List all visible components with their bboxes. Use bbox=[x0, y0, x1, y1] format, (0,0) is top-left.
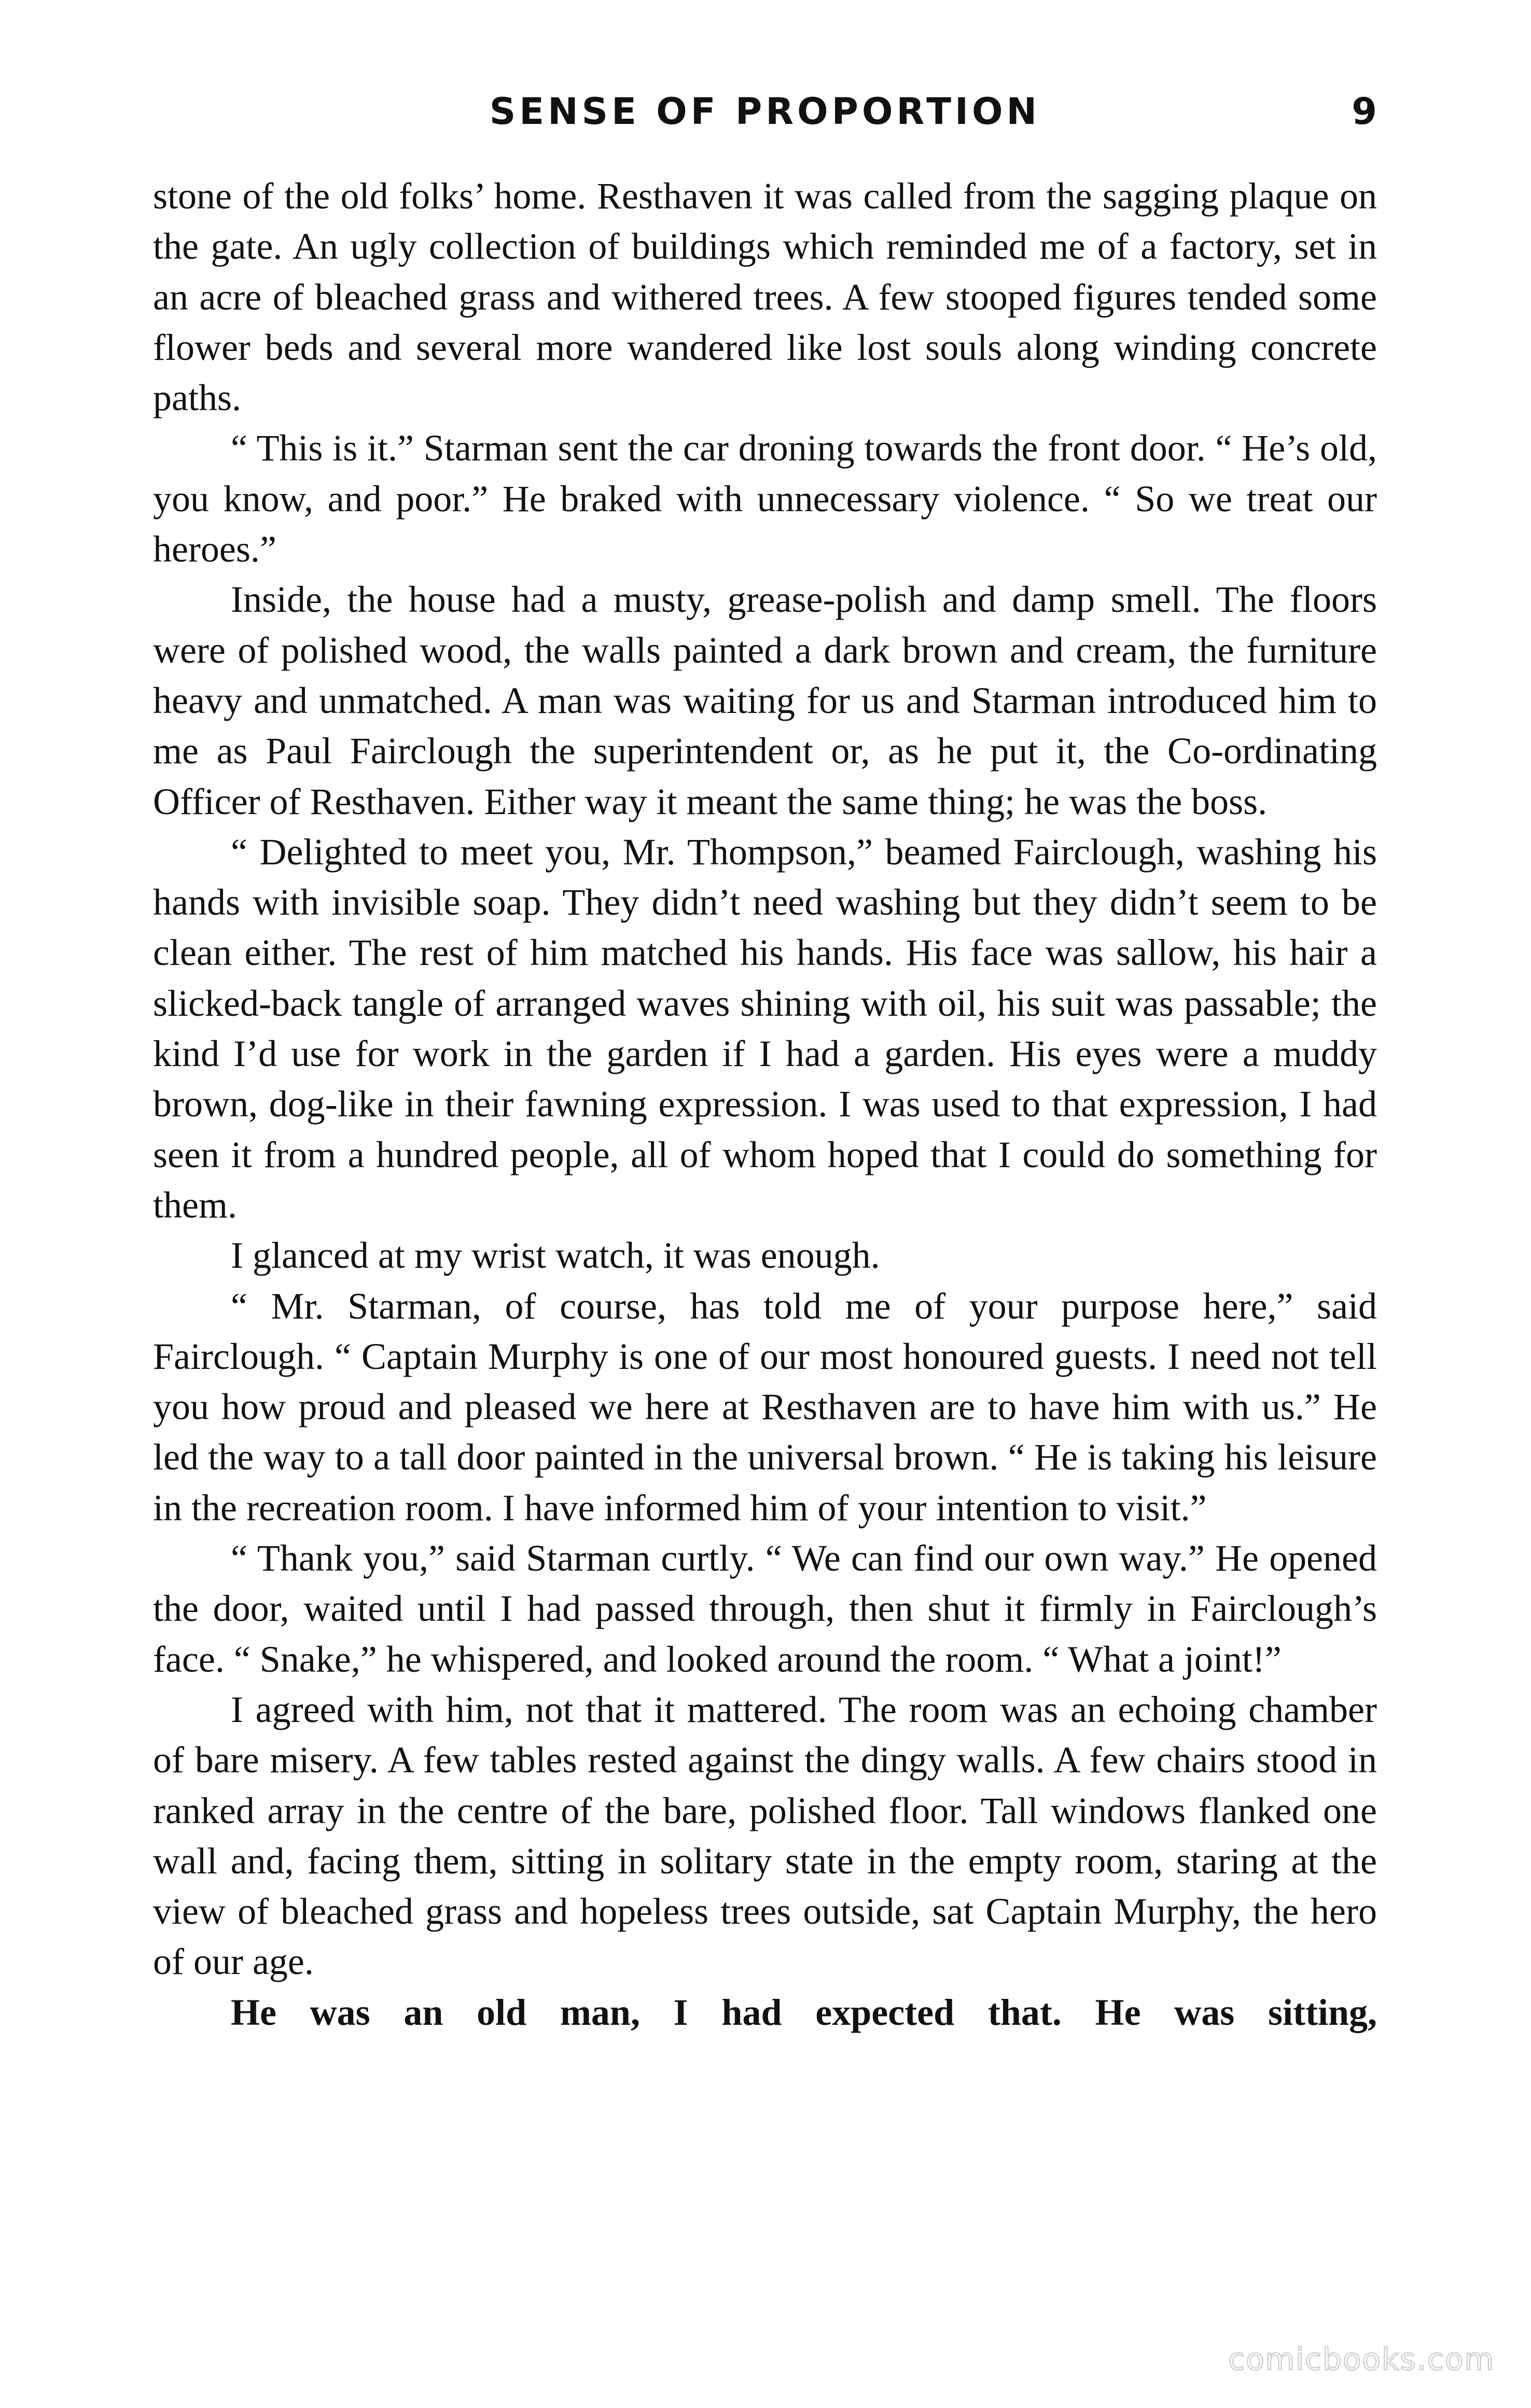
paragraph-2: “ This is it.” Starman sent the car droning towards the front door. “ He’s old, you know, and poor.” He braked with unnecessary violence. “ So we treat our heroes.” bbox=[153, 427, 1377, 570]
paragraph-5: I glanced at my wrist watch, it was enough. bbox=[231, 1235, 880, 1277]
paragraph-4: “ Delighted to meet you, Mr. Thompson,” beamed Fairclough, washing his hands with invisible soap. They didn’t need washing but they didn’t seem to be clean either. The rest of him matched his hands. His face was sallow, his hair a slicked-back tangle of arranged waves shining with oil, his suit was passable; the kind I’d use for work in the garden if I had a garden. His eyes were a muddy brown, dog-like in their fawning expression. I was used to that expression, I had seen it from a hundred people, all of whom hoped that I could do something for them. bbox=[153, 831, 1377, 1226]
paragraph-6: “ Mr. Starman, of course, has told me of your purpose here,” said Fairclough. “ Captain Murphy is one of our most honoured guests. I need not tell you how proud and pleased we here at Resthaven are to have him with us.” He led the way to a tall door painted in the universal brown. “ He is taking his leisure in the recreation room. I have informed him of your intention to visit.” bbox=[153, 1285, 1377, 1529]
watermark: comicbooks.com bbox=[1228, 2342, 1495, 2377]
paragraph-7: “ Thank you,” said Starman curtly. “ We can find our own way.” He opened the door, waited until I had passed through, then shut it firmly in Fairclough’s face. “ Snake,” he whispered, and looked around the room. “ What a joint!” bbox=[153, 1537, 1377, 1680]
page-header bbox=[153, 83, 1377, 140]
paragraph-3: Inside, the house had a musty, grease-polish and damp smell. The floors were of polished wood, the walls painted a dark brown and cream, the furniture heavy and unmatched. A man was waiting for us and Starman introduced him to me as Paul Fairclough the superintendent or, as he put it, the Co-ordinating Officer of Resthaven. Either way it meant the same thing; he was the boss. bbox=[153, 579, 1377, 822]
paragraph-9: He was an old man, I had expected that. He was sitting, bbox=[231, 1991, 1377, 2033]
paragraph-8: I agreed with him, not that it mattered. The room was an echoing chamber of bare misery. A few tables rested against the dingy walls. A few chairs stood in ranked array in the centre of the bare, polished floor. Tall windows flanked one wall and, facing them, sitting in solitary state in the empty room, staring at the view of bleached grass and hopeless trees outside, sat Captain Murphy, the hero of our age. bbox=[153, 1688, 1377, 1983]
running-head: SENSE OF PROPORTION bbox=[489, 90, 1041, 133]
paragraph-1: stone of the old folks’ home. Resthaven it was called from the sagging plaque on the gate. An ugly collection of buildings which reminded me of a factory, set in an acre of bleached grass and withered trees. A few stooped figures tended some flower beds and several more wandered like lost souls along winding concrete paths. bbox=[153, 175, 1377, 419]
body-text bbox=[153, 171, 1377, 2038]
page-number: 9 bbox=[1352, 90, 1377, 133]
